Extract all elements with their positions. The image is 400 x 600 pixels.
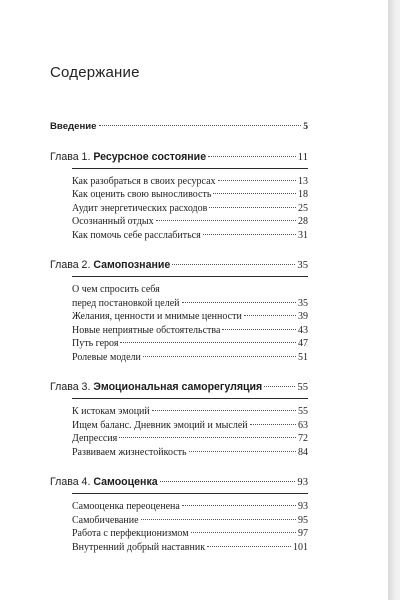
toc-entry: Путь героя 47	[72, 338, 308, 349]
chapter-prefix: Глава 4.	[50, 476, 94, 488]
table-of-contents	[50, 120, 308, 554]
toc-entry: Как оценить свою выносливость 18	[72, 189, 308, 200]
toc-entry: Работа с перфекционизмом 97	[72, 528, 308, 539]
toc-entry: К истокам эмоций 55	[72, 406, 308, 417]
toc-entry-intro	[50, 120, 308, 134]
dot-leader	[99, 125, 302, 126]
toc-entry: Желания, ценности и мнимые ценности 39	[72, 311, 308, 322]
spacer	[50, 242, 308, 258]
chapter-heading	[50, 475, 308, 490]
dot-leader	[208, 156, 296, 157]
spacer	[50, 459, 308, 475]
toc-entry: Ролевые модели 51	[72, 351, 308, 363]
chapter-rule	[72, 493, 308, 494]
chapter-name: Самооценка	[93, 476, 158, 488]
dot-leader	[172, 264, 295, 265]
toc-entry: Как разобраться в своих ресурсах 13	[72, 175, 308, 187]
toc-entry: Как помочь себе расслабиться 31	[72, 229, 308, 241]
page-title: Содержание	[50, 64, 140, 81]
toc-page-number: 55	[297, 382, 308, 393]
chapter-rule	[72, 168, 308, 169]
toc-page-number: 11	[297, 151, 308, 163]
toc-entry: Депрессия 72	[72, 433, 308, 444]
spacer	[50, 364, 308, 380]
chapter-heading	[50, 150, 308, 165]
dot-leader	[264, 386, 295, 387]
chapter-prefix: Глава 3.	[50, 381, 94, 393]
toc-entry: Ищем баланс. Дневник эмоций и мыслей 63	[72, 419, 308, 431]
toc-entry: Развиваем жизнестойкость 84	[72, 446, 308, 458]
chapter-rule	[72, 276, 308, 277]
chapter-rule	[72, 398, 308, 399]
toc-entry-label: Введение	[50, 121, 97, 132]
chapter-name: Ресурсное состояние	[93, 150, 207, 163]
chapter-heading	[50, 380, 308, 395]
toc-entry: Новые неприятные обстоятельства 43	[72, 324, 308, 336]
toc-entry: Самобичевание 95	[72, 514, 308, 526]
toc-page-number: 5	[303, 121, 308, 132]
toc-page-number: 93	[297, 477, 308, 488]
toc-entry: Осознанный отдых 28	[72, 216, 308, 227]
chapter-name: Эмоциональная саморегуляция	[93, 381, 263, 393]
chapter-prefix: Глава 1.	[50, 150, 94, 163]
page-edge-shadow	[388, 0, 400, 600]
toc-page-number: 35	[297, 260, 308, 271]
toc-entry: Самооценка переоценена 93	[72, 501, 308, 512]
chapter-prefix: Глава 2.	[50, 259, 94, 271]
chapter-heading	[50, 258, 308, 273]
chapter-name: Самопознание	[93, 259, 171, 271]
dot-leader	[160, 481, 296, 482]
toc-entry: перед постановкой целей 35	[72, 297, 308, 309]
toc-entry: Аудит энергетических расходов 25	[72, 202, 308, 214]
spacer	[50, 134, 308, 150]
toc-entry: Внутренний добрый наставник 101	[72, 541, 308, 553]
toc-entry: О чем спросить себя	[72, 284, 160, 295]
